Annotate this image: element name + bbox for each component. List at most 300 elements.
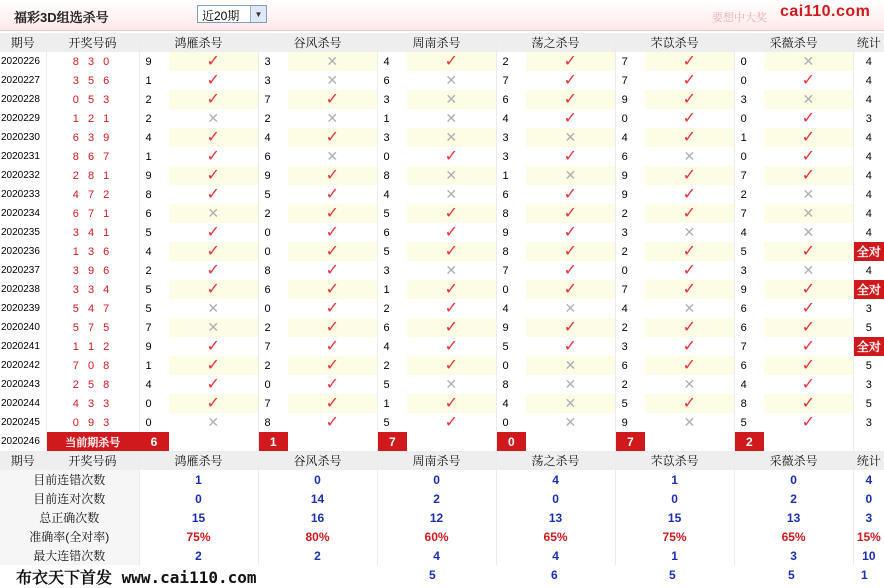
check-icon: ✓ — [682, 243, 697, 260]
kill-number-cell: 3 — [383, 93, 390, 106]
kill-number-cell: 5 — [502, 340, 509, 353]
check-icon: ✓ — [206, 338, 220, 355]
check-icon: ✓ — [206, 376, 220, 393]
result-cell — [169, 90, 258, 109]
check-icon: ✓ — [563, 53, 577, 70]
check-icon: ✓ — [206, 167, 220, 184]
draw-number-cell: 1 3 6 — [46, 242, 139, 261]
kill-number-cell: 4 — [502, 112, 509, 125]
check-icon: ✓ — [444, 338, 458, 355]
cross-icon: ✕ — [207, 300, 220, 316]
check-icon: ✓ — [801, 414, 816, 431]
check-icon: ✓ — [563, 243, 577, 260]
check-icon: ✓ — [325, 376, 339, 393]
result-cell — [407, 299, 496, 318]
table-row — [0, 394, 884, 413]
kill-number-cell: 6 — [621, 150, 628, 163]
kill-number-cell: 8 — [145, 188, 152, 201]
kill-number-cell: 0 — [502, 283, 509, 296]
result-cell — [407, 166, 496, 185]
period-range-select[interactable] — [197, 5, 267, 23]
result-cell — [407, 128, 496, 147]
kill-number-cell: 0 — [621, 112, 628, 125]
kill-number-cell: 3 — [264, 55, 271, 68]
stats-value: 13 — [734, 508, 853, 527]
kill-number-cell: 5 — [383, 207, 390, 220]
check-icon: ✓ — [563, 186, 577, 203]
kill-number-cell: 3 — [264, 74, 271, 87]
cross-icon: ✕ — [207, 414, 220, 430]
header-period: 期号 — [0, 451, 46, 470]
check-icon: ✓ — [444, 300, 458, 317]
kill-number-cell: 4 — [621, 302, 628, 315]
kill-number-cell: 9 — [621, 188, 628, 201]
stat-cell: 4 — [865, 188, 872, 201]
top-bar — [0, 0, 884, 31]
draw-number-cell: 4 3 3 — [46, 394, 139, 413]
cross-icon: ✕ — [802, 224, 815, 240]
stats-value: 16 — [258, 508, 377, 527]
current-empty-cell — [407, 432, 496, 451]
current-period-cell: 2020246 — [0, 432, 46, 451]
result-cell — [526, 261, 615, 280]
stats-value: 0 — [377, 470, 496, 489]
draw-number-cell: 1 1 2 — [46, 337, 139, 356]
stat-cell: 5 — [865, 321, 872, 334]
kill-number-cell: 2 — [740, 188, 747, 201]
header-expert: 周南杀号 — [377, 33, 496, 52]
cross-icon: ✕ — [564, 376, 577, 392]
result-cell — [645, 337, 734, 356]
stats-label: 目前连错次数 — [0, 470, 139, 489]
draw-number-cell: 2 8 1 — [46, 166, 139, 185]
header-expert: 荡之杀号 — [496, 451, 615, 470]
stats-label: 目前连对次数 — [0, 489, 139, 508]
kill-number-cell: 5 — [740, 245, 747, 258]
kill-number-cell: 2 — [383, 359, 390, 372]
kill-number-cell: 6 — [145, 207, 152, 220]
kill-number-cell: 4 — [145, 378, 152, 391]
cross-icon: ✕ — [326, 110, 339, 126]
result-cell — [407, 280, 496, 299]
result-cell — [764, 90, 853, 109]
check-icon: ✓ — [444, 357, 458, 374]
header-draw: 开奖号码 — [46, 33, 139, 52]
stat-cell: 3 — [865, 112, 872, 125]
stat-cell: 4 — [865, 131, 872, 144]
header-draw: 开奖号码 — [46, 451, 139, 470]
result-cell — [526, 318, 615, 337]
kill-number-cell: 5 — [145, 302, 152, 315]
kill-number-cell: 5 — [145, 283, 152, 296]
check-icon: ✓ — [682, 281, 697, 298]
footer-banner: 布衣天下首发 www.cai110.com — [16, 568, 257, 587]
kill-number-cell: 8 — [264, 264, 271, 277]
header-stat: 统计 — [853, 33, 884, 52]
check-icon: ✓ — [206, 243, 220, 260]
cross-icon: ✕ — [207, 319, 220, 335]
check-icon: ✓ — [325, 205, 339, 222]
result-cell — [526, 52, 615, 71]
check-icon: ✓ — [325, 338, 339, 355]
current-kill-number: 6 — [139, 432, 169, 451]
period-cell: 2020239 — [0, 299, 46, 318]
kill-number-table — [0, 33, 884, 565]
kill-number-cell: 4 — [145, 245, 152, 258]
kill-number-cell: 0 — [740, 112, 747, 125]
kill-number-cell: 5 — [383, 416, 390, 429]
result-cell — [169, 337, 258, 356]
result-cell — [288, 356, 377, 375]
footer-value: 6 — [551, 568, 558, 582]
site-logo[interactable]: cai110.com — [780, 3, 871, 20]
stats-value: 75% — [615, 527, 734, 546]
current-empty-cell — [169, 432, 258, 451]
result-cell — [764, 242, 853, 261]
period-cell: 2020236 — [0, 242, 46, 261]
result-cell — [645, 261, 734, 280]
cross-icon: ✕ — [683, 376, 696, 392]
header-stat: 统计 — [853, 451, 884, 470]
chevron-down-icon[interactable]: ▼ — [250, 6, 266, 22]
result-cell — [288, 280, 377, 299]
kill-number-cell: 3 — [383, 131, 390, 144]
period-cell: 2020230 — [0, 128, 46, 147]
result-cell — [764, 52, 853, 71]
kill-number-cell: 6 — [621, 359, 628, 372]
cross-icon: ✕ — [445, 186, 458, 202]
draw-number-cell: 5 4 7 — [46, 299, 139, 318]
draw-number-cell: 3 5 6 — [46, 71, 139, 90]
kill-number-cell: 4 — [264, 131, 271, 144]
result-cell — [169, 128, 258, 147]
check-icon: ✓ — [682, 395, 697, 412]
kill-number-cell: 2 — [621, 378, 628, 391]
check-icon: ✓ — [682, 186, 697, 203]
result-cell — [526, 242, 615, 261]
kill-number-cell: 2 — [145, 112, 152, 125]
current-kill-number: 0 — [496, 432, 526, 451]
result-cell — [288, 71, 377, 90]
result-cell — [645, 375, 734, 394]
header-expert: 荡之杀号 — [496, 33, 615, 52]
result-cell — [526, 337, 615, 356]
header-expert: 芣苡杀号 — [615, 451, 734, 470]
result-cell — [288, 299, 377, 318]
check-icon: ✓ — [206, 357, 220, 374]
cross-icon: ✕ — [683, 414, 696, 430]
check-icon: ✓ — [206, 186, 220, 203]
period-cell: 2020238 — [0, 280, 46, 299]
kill-number-cell: 6 — [383, 226, 390, 239]
table-row — [0, 318, 884, 337]
check-icon: ✓ — [801, 72, 816, 89]
stats-total-value: 0 — [865, 491, 873, 506]
current-kill-number: 2 — [734, 432, 764, 451]
cross-icon: ✕ — [326, 72, 339, 88]
result-cell — [526, 90, 615, 109]
check-icon: ✓ — [206, 224, 220, 241]
check-icon: ✓ — [325, 262, 339, 279]
current-empty-cell — [288, 432, 377, 451]
header-expert: 鸿雁杀号 — [139, 33, 258, 52]
draw-number-cell: 5 7 5 — [46, 318, 139, 337]
kill-number-cell: 1 — [740, 131, 747, 144]
result-cell — [407, 337, 496, 356]
check-icon: ✓ — [206, 281, 220, 298]
stats-value: 0 — [139, 489, 258, 508]
period-cell: 2020235 — [0, 223, 46, 242]
kill-number-cell: 3 — [502, 131, 509, 144]
check-icon: ✓ — [325, 167, 339, 184]
period-cell: 2020240 — [0, 318, 46, 337]
cross-icon: ✕ — [802, 53, 815, 69]
result-cell — [764, 71, 853, 90]
stats-label: 总正确次数 — [0, 508, 139, 527]
cross-icon: ✕ — [445, 167, 458, 183]
stat-cell: 4 — [865, 93, 872, 106]
result-cell — [645, 204, 734, 223]
stats-value: 2 — [139, 546, 258, 565]
result-cell — [288, 375, 377, 394]
check-icon: ✓ — [206, 53, 220, 70]
stat-cell: 全对 — [853, 337, 884, 356]
kill-number-cell: 6 — [740, 302, 747, 315]
check-icon: ✓ — [682, 167, 697, 184]
check-icon: ✓ — [325, 395, 339, 412]
result-cell — [169, 166, 258, 185]
stat-cell: 5 — [865, 359, 872, 372]
result-cell — [764, 223, 853, 242]
kill-number-cell: 7 — [740, 207, 747, 220]
result-cell — [764, 394, 853, 413]
stat-cell: 3 — [865, 378, 872, 391]
result-cell — [645, 356, 734, 375]
result-cell — [764, 299, 853, 318]
kill-number-cell: 8 — [264, 416, 271, 429]
table-row — [0, 185, 884, 204]
cross-icon: ✕ — [445, 376, 458, 392]
cross-icon: ✕ — [326, 148, 339, 164]
kill-number-cell: 1 — [383, 283, 390, 296]
kill-number-cell: 4 — [145, 131, 152, 144]
period-cell: 2020244 — [0, 394, 46, 413]
check-icon: ✓ — [325, 224, 339, 241]
kill-number-cell: 4 — [383, 340, 390, 353]
header-expert: 谷风杀号 — [258, 451, 377, 470]
result-cell — [645, 223, 734, 242]
check-icon: ✓ — [325, 300, 339, 317]
kill-number-cell: 7 — [264, 93, 271, 106]
cross-icon: ✕ — [564, 395, 577, 411]
result-cell — [764, 280, 853, 299]
stats-value: 65% — [734, 527, 853, 546]
footer-value: 5 — [669, 568, 676, 582]
result-cell — [407, 242, 496, 261]
check-icon: ✓ — [801, 338, 816, 355]
result-cell — [169, 261, 258, 280]
cross-icon: ✕ — [802, 205, 815, 221]
result-cell — [645, 147, 734, 166]
check-icon: ✓ — [682, 129, 697, 146]
kill-number-cell: 6 — [740, 359, 747, 372]
draw-number-cell: 6 3 9 — [46, 128, 139, 147]
header-expert: 采薇杀号 — [734, 33, 853, 52]
kill-number-cell: 2 — [264, 112, 271, 125]
kill-number-cell: 9 — [740, 283, 747, 296]
stats-value: 1 — [139, 470, 258, 489]
check-icon: ✓ — [444, 395, 458, 412]
stat-cell: 3 — [865, 302, 872, 315]
kill-number-cell: 8 — [502, 378, 509, 391]
result-cell — [764, 413, 853, 432]
result-cell — [645, 299, 734, 318]
cross-icon: ✕ — [326, 53, 339, 69]
result-cell — [407, 147, 496, 166]
stats-total-value: 4 — [865, 472, 873, 487]
result-cell — [407, 109, 496, 128]
period-cell: 2020228 — [0, 90, 46, 109]
result-cell — [526, 394, 615, 413]
result-cell — [526, 223, 615, 242]
result-cell — [645, 90, 734, 109]
kill-number-cell: 3 — [621, 226, 628, 239]
table-row — [0, 280, 884, 299]
draw-number-cell: 2 5 8 — [46, 375, 139, 394]
period-cell: 2020237 — [0, 261, 46, 280]
check-icon: ✓ — [444, 319, 458, 336]
stats-value: 1 — [615, 470, 734, 489]
stat-cell: 4 — [865, 74, 872, 87]
result-cell — [169, 356, 258, 375]
cross-icon: ✕ — [445, 110, 458, 126]
stats-value: 4 — [496, 546, 615, 565]
check-icon: ✓ — [682, 53, 697, 70]
draw-number-cell: 6 7 1 — [46, 204, 139, 223]
draw-number-cell: 8 3 0 — [46, 52, 139, 71]
kill-number-cell: 4 — [621, 131, 628, 144]
kill-number-cell: 7 — [264, 340, 271, 353]
kill-number-cell: 7 — [502, 264, 509, 277]
kill-number-cell: 0 — [621, 264, 628, 277]
check-icon: ✓ — [682, 357, 697, 374]
result-cell — [526, 299, 615, 318]
check-icon: ✓ — [325, 186, 339, 203]
kill-number-cell: 9 — [264, 169, 271, 182]
kill-number-cell: 4 — [740, 378, 747, 391]
result-cell — [288, 242, 377, 261]
result-cell — [764, 356, 853, 375]
kill-number-cell: 0 — [383, 150, 390, 163]
result-cell — [407, 261, 496, 280]
current-empty-cell — [764, 432, 853, 451]
result-cell — [407, 185, 496, 204]
current-kill-number: 7 — [377, 432, 407, 451]
kill-number-cell: 5 — [145, 226, 152, 239]
table-row — [0, 109, 884, 128]
period-cell: 2020234 — [0, 204, 46, 223]
kill-number-cell: 8 — [502, 245, 509, 258]
cross-icon: ✕ — [802, 262, 815, 278]
check-icon: ✓ — [444, 224, 458, 241]
cross-icon: ✕ — [564, 129, 577, 145]
result-cell — [526, 204, 615, 223]
result-cell — [169, 413, 258, 432]
period-range-value: 近20期 — [202, 9, 240, 23]
result-cell — [169, 318, 258, 337]
kill-number-cell: 0 — [502, 359, 509, 372]
check-icon: ✓ — [563, 91, 577, 108]
kill-number-cell: 6 — [740, 321, 747, 334]
period-cell: 2020227 — [0, 71, 46, 90]
period-cell: 2020229 — [0, 109, 46, 128]
kill-number-cell: 4 — [383, 188, 390, 201]
kill-number-cell: 9 — [502, 321, 509, 334]
stats-value: 1 — [615, 546, 734, 565]
result-cell — [407, 394, 496, 413]
result-cell — [764, 109, 853, 128]
check-icon: ✓ — [444, 148, 458, 165]
kill-number-cell: 3 — [740, 93, 747, 106]
check-icon: ✓ — [206, 148, 220, 165]
check-icon: ✓ — [801, 129, 816, 146]
kill-number-cell: 9 — [621, 416, 628, 429]
check-icon: ✓ — [682, 338, 697, 355]
current-period-row — [0, 432, 884, 451]
period-cell: 2020245 — [0, 413, 46, 432]
result-cell — [407, 375, 496, 394]
period-cell: 2020226 — [0, 52, 46, 71]
stats-value: 60% — [377, 527, 496, 546]
check-icon: ✓ — [206, 72, 220, 89]
check-icon: ✓ — [325, 91, 339, 108]
table-row — [0, 375, 884, 394]
draw-number-cell: 3 3 4 — [46, 280, 139, 299]
check-icon: ✓ — [801, 148, 816, 165]
kill-number-cell: 2 — [621, 245, 628, 258]
stats-value: 0 — [496, 489, 615, 508]
stat-cell: 全对 — [853, 242, 884, 261]
result-cell — [288, 337, 377, 356]
result-cell — [288, 166, 377, 185]
kill-number-cell: 6 — [383, 74, 390, 87]
kill-number-cell: 3 — [502, 150, 509, 163]
result-cell — [526, 109, 615, 128]
page-title: 福彩3D组选杀号 — [14, 10, 109, 25]
kill-number-cell: 4 — [502, 302, 509, 315]
result-cell — [645, 166, 734, 185]
kill-number-cell: 7 — [264, 397, 271, 410]
stats-label: 准确率(全对率) — [0, 527, 139, 546]
cross-icon: ✕ — [445, 129, 458, 145]
result-cell — [169, 109, 258, 128]
kill-number-cell: 1 — [145, 150, 152, 163]
kill-number-cell: 1 — [383, 397, 390, 410]
kill-number-cell: 0 — [740, 74, 747, 87]
kill-number-cell: 4 — [740, 226, 747, 239]
kill-number-cell: 7 — [740, 340, 747, 353]
kill-number-cell: 7 — [621, 283, 628, 296]
stat-cell: 4 — [865, 264, 872, 277]
draw-number-cell: 3 9 6 — [46, 261, 139, 280]
check-icon: ✓ — [801, 319, 816, 336]
current-empty-cell — [526, 432, 615, 451]
table-row — [0, 166, 884, 185]
kill-number-cell: 2 — [145, 93, 152, 106]
draw-number-cell: 4 7 2 — [46, 185, 139, 204]
kill-number-cell: 4 — [502, 397, 509, 410]
kill-number-cell: 8 — [502, 207, 509, 220]
